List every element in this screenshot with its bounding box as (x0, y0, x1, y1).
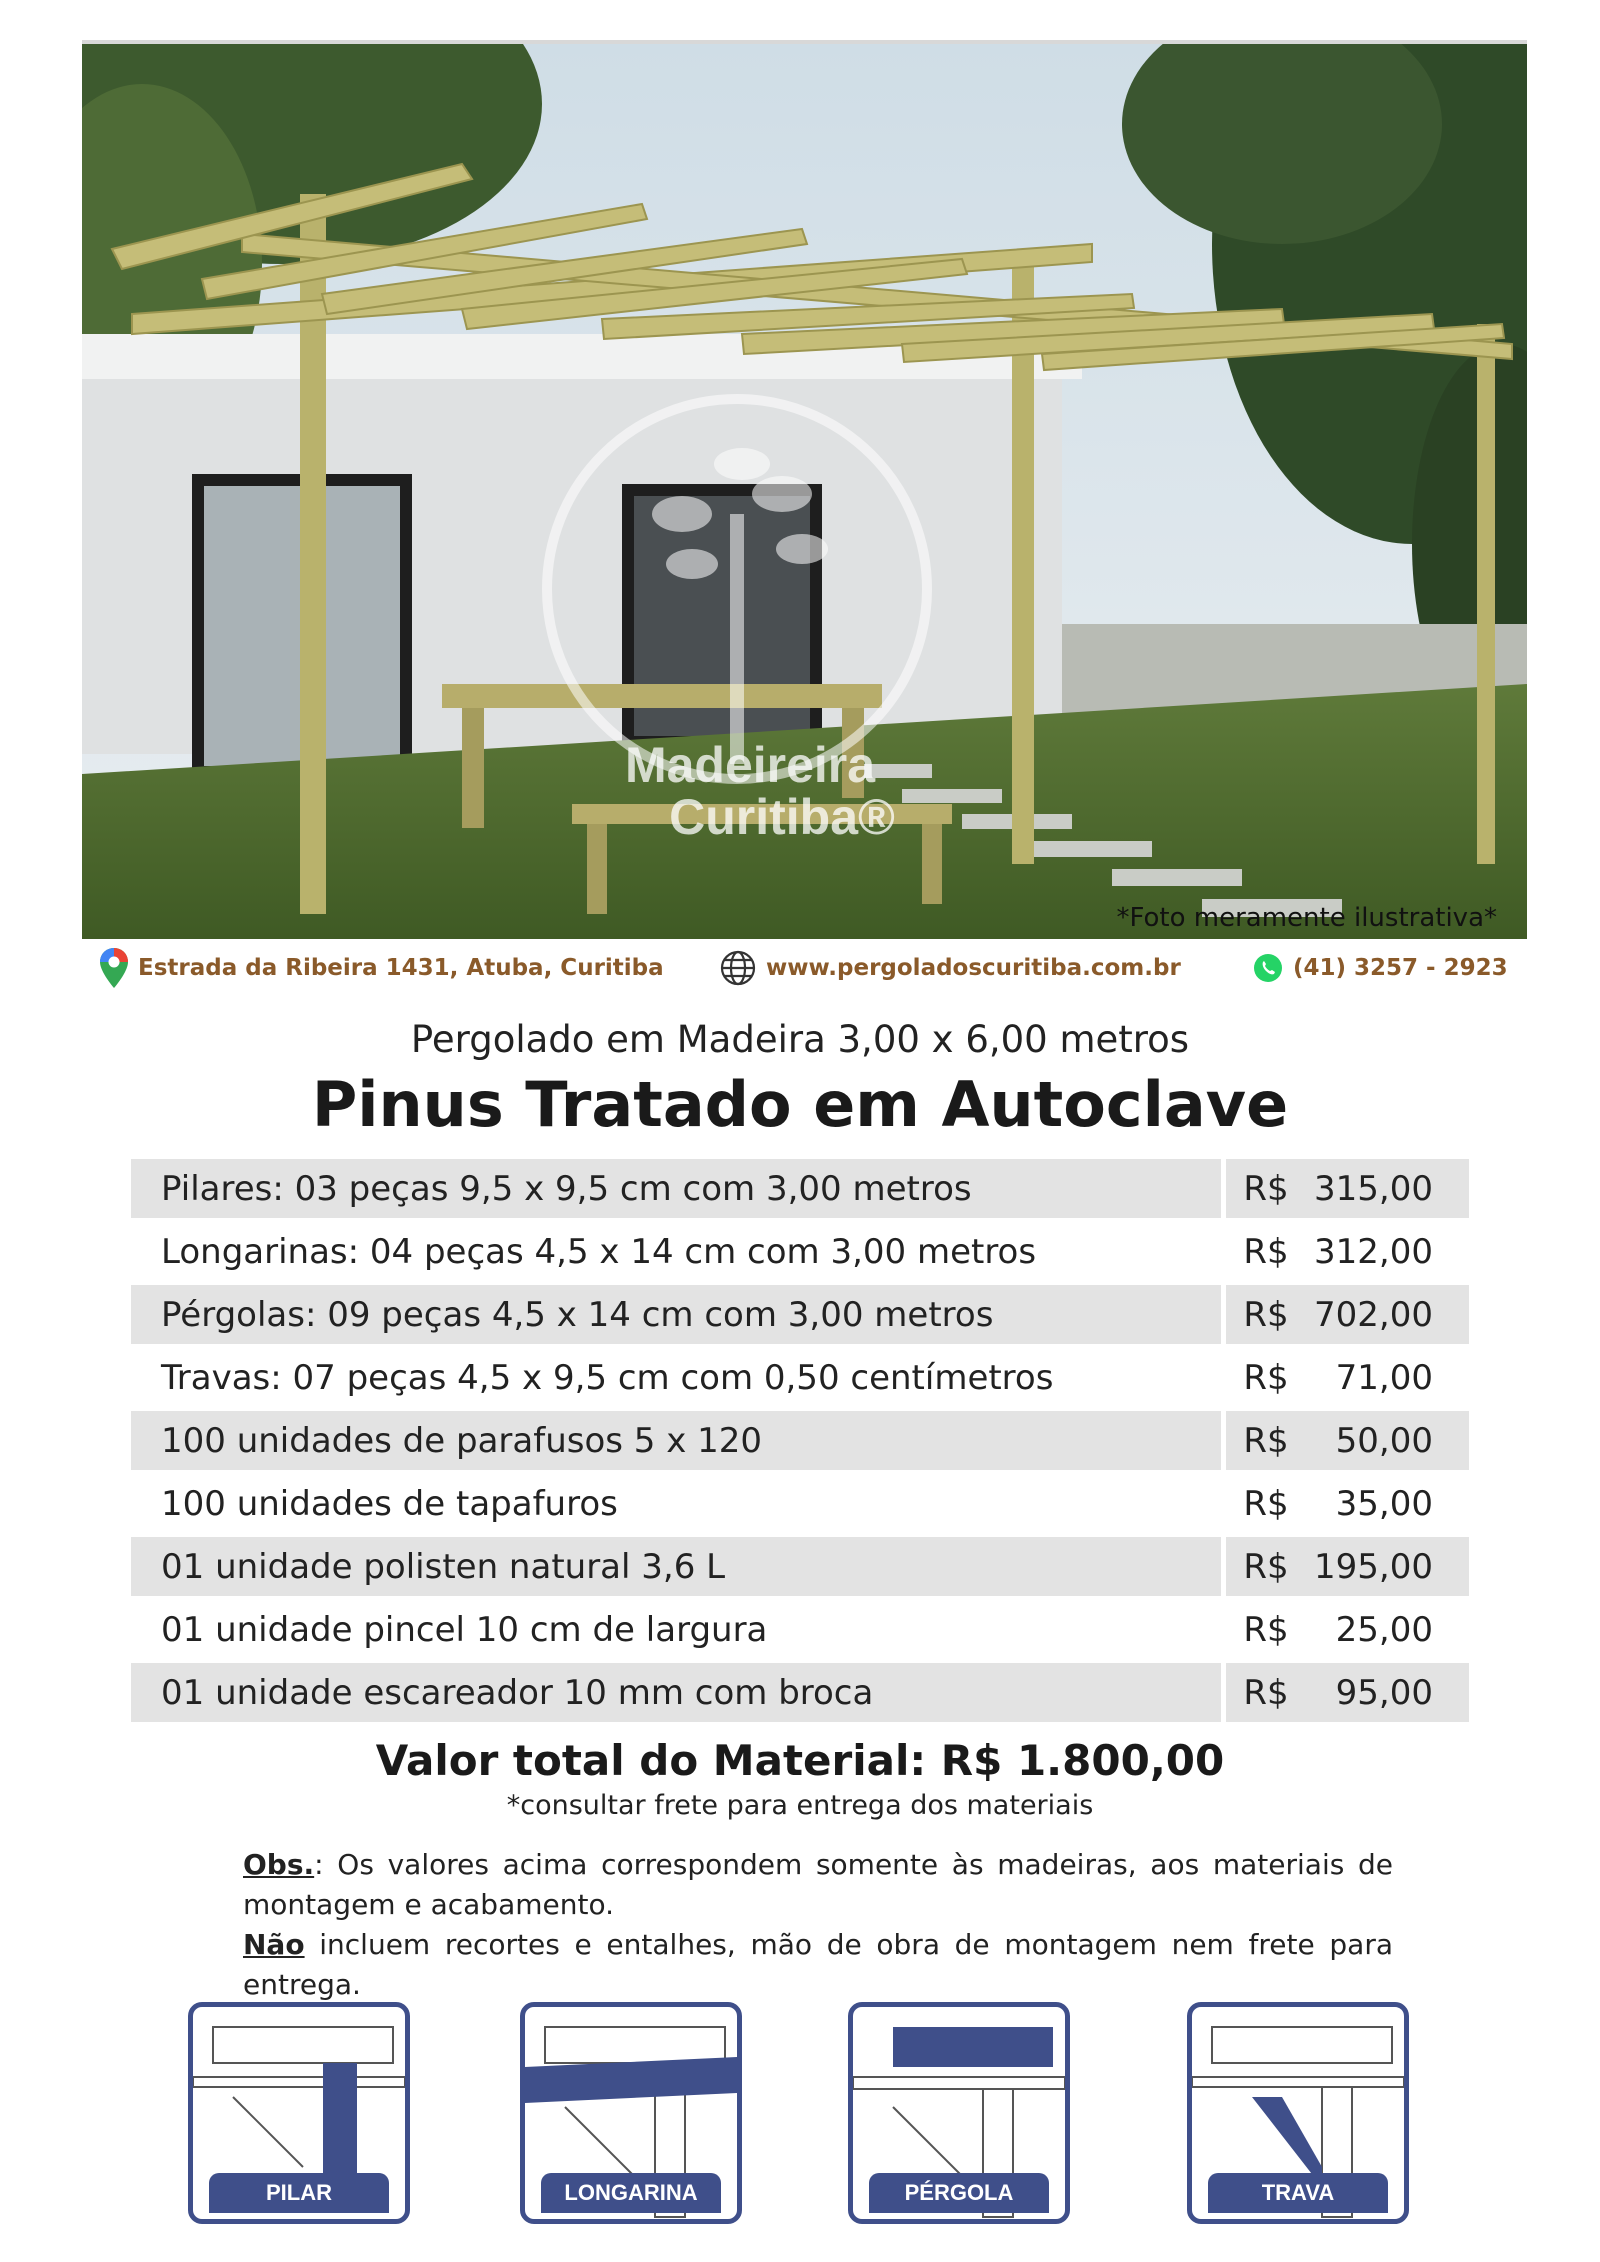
obs-label: Obs. (243, 1848, 315, 1881)
item-description: Pérgolas: 09 peças 4,5 x 14 cm com 3,00 metros (131, 1285, 1221, 1344)
item-amount: 315,00 (1296, 1159, 1469, 1218)
table-row (131, 1537, 1469, 1596)
watermark-line2: Curitiba® (669, 789, 895, 845)
website-text: www.pergoladoscuritiba.com.br (766, 955, 1181, 981)
hero-photo (82, 40, 1527, 939)
freight-note: *consultar frete para entrega dos materiais (506, 1790, 1094, 1821)
item-currency: R$ (1226, 1663, 1296, 1722)
badge-trava (1187, 2002, 1409, 2224)
item-amount: 95,00 (1296, 1663, 1469, 1722)
item-description: 100 unidades de tapafuros (161, 1483, 618, 1524)
table-row (131, 1348, 1469, 1407)
item-amount: 50,00 (1296, 1411, 1469, 1470)
nao-label: Não (243, 1928, 305, 1961)
item-currency: R$ (1243, 1231, 1289, 1272)
item-currency: R$ (1243, 1609, 1289, 1650)
observation-note (243, 1845, 1393, 2005)
whatsapp-icon (1253, 953, 1283, 983)
contact-address[interactable] (100, 945, 664, 991)
table-row (131, 1159, 1469, 1218)
table-row (131, 1285, 1469, 1344)
map-pin-icon (100, 948, 128, 988)
badge-pergola (848, 2002, 1070, 2224)
table-row (131, 1600, 1469, 1659)
badge-longarina (520, 2002, 742, 2224)
item-currency: R$ (1226, 1285, 1296, 1344)
subtitle: Pergolado em Madeira 3,00 x 6,00 metros (410, 1018, 1190, 1061)
total-value: Valor total do Material: R$ 1.800,00 (375, 1736, 1225, 1785)
pergola-illustration (82, 44, 1527, 939)
item-amount: 312,00 (1314, 1231, 1433, 1272)
item-description: Travas: 07 peças 4,5 x 9,5 cm com 0,50 centímetros (161, 1357, 1054, 1398)
address-text: Estrada da Ribeira 1431, Atuba, Curitiba (138, 955, 664, 981)
table-row (131, 1411, 1469, 1470)
item-currency: R$ (1226, 1537, 1296, 1596)
page-title: Pinus Tratado em Autoclave (311, 1068, 1289, 1141)
phone-text: (41) 3257 - 2923 (1293, 955, 1508, 981)
item-amount: 702,00 (1296, 1285, 1469, 1344)
item-description: 100 unidades de parafusos 5 x 120 (131, 1411, 1221, 1470)
item-description: 01 unidade escareador 10 mm com broca (131, 1663, 1221, 1722)
component-badges (0, 2002, 1600, 2242)
item-amount: 35,00 (1335, 1483, 1433, 1524)
nao-text: incluem recortes e entalhes, mão de obra de montagem nem frete para entrega. (243, 1928, 1393, 2001)
item-amount: 195,00 (1296, 1537, 1469, 1596)
item-currency: R$ (1243, 1357, 1289, 1398)
item-description: Pilares: 03 peças 9,5 x 9,5 cm com 3,00 metros (131, 1159, 1221, 1218)
badge-label: PÉRGOLA (869, 2173, 1049, 2213)
badge-label: LONGARINA (541, 2173, 721, 2213)
item-description: 01 unidade pincel 10 cm de largura (161, 1609, 768, 1650)
materials-table (131, 1159, 1469, 1726)
obs-text: : Os valores acima correspondem somente às madeiras, aos materiais de montagem e acabamento. (243, 1848, 1393, 1921)
item-currency: R$ (1226, 1159, 1296, 1218)
table-row (131, 1222, 1469, 1281)
table-row (131, 1663, 1469, 1722)
photo-caption: *Foto meramente ilustrativa* (1116, 903, 1497, 933)
contact-phone[interactable] (1253, 945, 1508, 991)
contact-website[interactable] (720, 945, 1181, 991)
table-row (131, 1474, 1469, 1533)
globe-icon (720, 950, 756, 986)
badge-label: TRAVA (1208, 2173, 1388, 2213)
badge-label: PILAR (209, 2173, 389, 2213)
item-description: 01 unidade polisten natural 3,6 L (131, 1537, 1221, 1596)
item-currency: R$ (1226, 1411, 1296, 1470)
watermark-line1: Madeireira (624, 737, 876, 793)
badge-pilar (188, 2002, 410, 2224)
item-currency: R$ (1243, 1483, 1289, 1524)
item-amount: 25,00 (1335, 1609, 1433, 1650)
item-amount: 71,00 (1335, 1357, 1433, 1398)
item-description: Longarinas: 04 peças 4,5 x 14 cm com 3,00 metros (161, 1231, 1037, 1272)
